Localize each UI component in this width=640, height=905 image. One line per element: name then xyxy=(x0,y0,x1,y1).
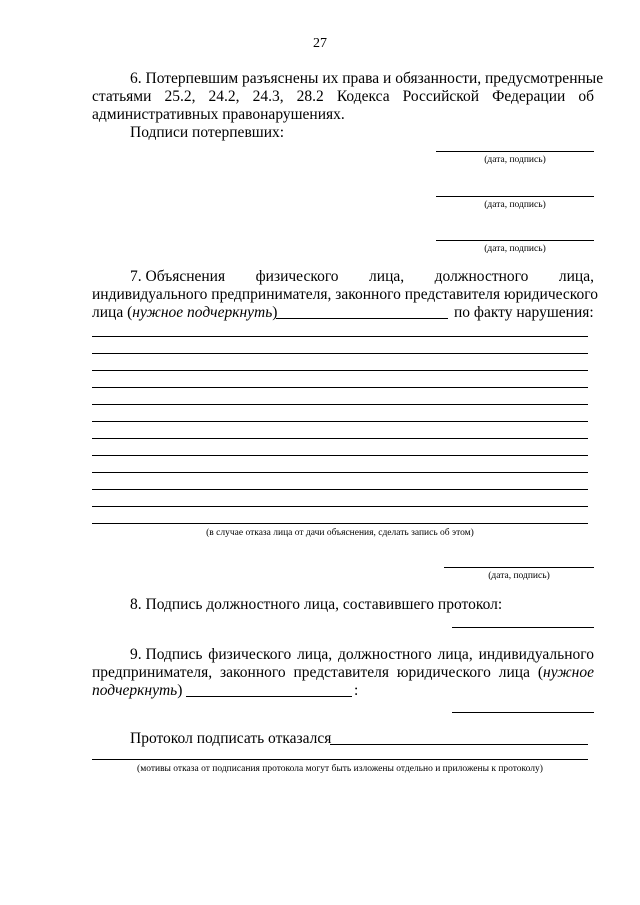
refusal-motives-line[interactable] xyxy=(92,759,588,760)
signature-caption-1: (дата, подпись) xyxy=(484,155,546,165)
word: 9. Подпись xyxy=(130,646,203,663)
section7-line3-end: по факту нарушения: xyxy=(454,304,594,321)
word: юридического xyxy=(396,664,491,681)
word: 25.2, xyxy=(164,88,196,105)
word: Кодекса xyxy=(336,88,390,105)
refusal-note: (в случае отказа лица от дачи объяснения, сделать запись об этом) xyxy=(206,528,474,538)
word: лица, xyxy=(297,646,333,663)
italic-fragment: подчеркнуть xyxy=(92,682,178,699)
word: индивидуального xyxy=(478,646,594,663)
explanation-line[interactable] xyxy=(92,506,588,507)
explanation-line[interactable] xyxy=(92,421,588,422)
refusal-text: Протокол подписать отказался xyxy=(130,730,332,747)
word: лица, xyxy=(369,268,405,285)
section7-inline-field[interactable] xyxy=(276,318,448,319)
section9-line3 xyxy=(92,682,182,700)
text-fragment: ( xyxy=(537,664,544,681)
word: 24.3, xyxy=(252,88,284,105)
section9-signature-line[interactable] xyxy=(452,712,594,713)
explanation-line[interactable] xyxy=(92,336,588,337)
section6-line3: административных правонарушениях. xyxy=(92,106,345,123)
signature-line-2[interactable] xyxy=(436,196,594,197)
word: физического xyxy=(255,268,339,285)
word: статьями xyxy=(92,88,152,105)
word: физического xyxy=(208,646,292,663)
word: 7. Объяснения xyxy=(130,268,226,285)
explanation-line[interactable] xyxy=(92,370,588,371)
word: должностного xyxy=(434,268,529,285)
explanation-line[interactable] xyxy=(92,438,588,439)
word: Федерации xyxy=(492,88,566,105)
signature-caption-3: (дата, подпись) xyxy=(484,244,546,254)
signatures-label: Подписи потерпевших: xyxy=(130,124,285,141)
word: законного xyxy=(220,664,286,681)
word: об xyxy=(578,88,594,105)
section9-line1 xyxy=(130,646,594,664)
explanation-line[interactable] xyxy=(92,455,588,456)
text-fragment: лица ( xyxy=(92,304,133,321)
italic-fragment: нужное xyxy=(543,664,594,681)
section6-line1: 6. Потерпевшим разъяснены их права и обязанности, предусмотренные xyxy=(130,70,604,87)
section8-signature-line[interactable] xyxy=(452,627,594,628)
explanation-line[interactable] xyxy=(92,353,588,354)
explanation-line[interactable] xyxy=(92,404,588,405)
section7-signature-caption: (дата, подпись) xyxy=(488,571,550,581)
word: предпринимателя, xyxy=(92,664,213,681)
explanation-line[interactable] xyxy=(92,387,588,388)
page-number: 27 xyxy=(313,36,327,51)
explanation-line[interactable] xyxy=(92,489,588,490)
text-fragment: ) xyxy=(177,682,183,699)
signature-line-1[interactable] xyxy=(436,151,594,152)
refusal-field[interactable] xyxy=(330,744,588,745)
section8-text: 8. Подпись должностного лица, составившего протокол: xyxy=(130,596,503,613)
word: лица, xyxy=(437,646,473,663)
section6-line2 xyxy=(92,88,594,106)
word: 24.2, xyxy=(208,88,240,105)
word: лица xyxy=(498,664,530,681)
explanation-line[interactable] xyxy=(92,523,588,524)
section9-colon: : xyxy=(354,682,359,699)
italic-fragment: нужное подчеркнуть xyxy=(132,304,273,321)
signature-line-3[interactable] xyxy=(436,240,594,241)
text-fragment: ) xyxy=(272,304,278,321)
section9-line2 xyxy=(92,664,594,682)
word: должностного xyxy=(338,646,432,663)
section9-inline-field[interactable] xyxy=(186,696,352,697)
word: представителя xyxy=(293,664,389,681)
word xyxy=(538,664,594,682)
word: лица, xyxy=(558,268,594,285)
motives-note: (мотивы отказа от подписания протокола могут быть изложены отдельно и приложены к протоколу) xyxy=(137,764,543,774)
section7-line2: индивидуального предпринимателя, законного представителя юридического xyxy=(92,286,598,303)
explanation-line[interactable] xyxy=(92,472,588,473)
section7-line1 xyxy=(130,268,594,286)
signature-caption-2: (дата, подпись) xyxy=(484,200,546,210)
section7-line3-start xyxy=(92,304,277,322)
word: Российской xyxy=(402,88,480,105)
word: 28.2 xyxy=(296,88,324,105)
section7-signature-line[interactable] xyxy=(444,567,594,568)
